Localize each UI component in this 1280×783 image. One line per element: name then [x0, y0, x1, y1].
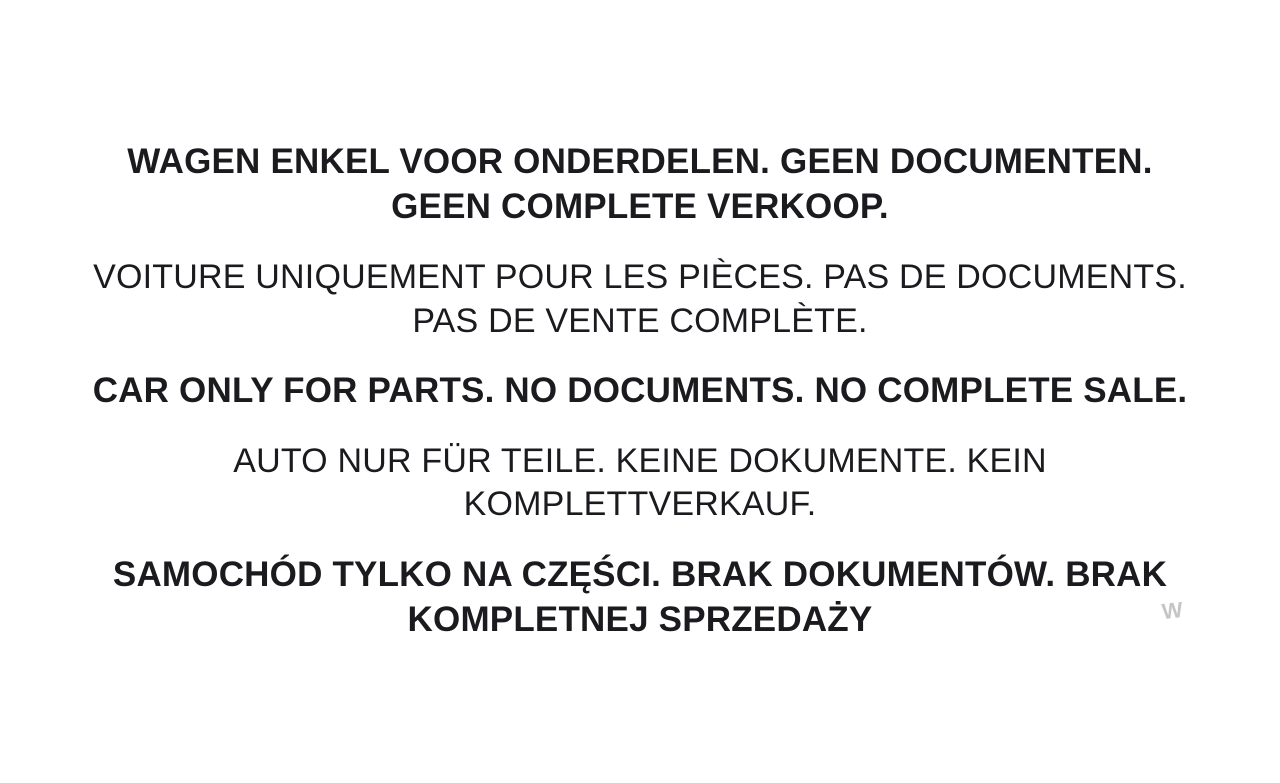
watermark-text: W: [1160, 596, 1186, 625]
notice-line-dutch: WAGEN ENKEL VOOR ONDERDELEN. GEEN DOCUMENTEN. GEEN COMPLETE VERKOOP.: [127, 142, 1153, 227]
notice-line-french: VOITURE UNIQUEMENT POUR LES PIÈCES. PAS DE DOCUMENTS. PAS DE VENTE COMPLÈTE.: [93, 258, 1187, 340]
notice-line-polish: SAMOCHÓD TYLKO NA CZĘŚCI. BRAK DOKUMENTÓW. BRAK KOMPLETNEJ SPRZEDAŻY: [112, 554, 1168, 639]
notice-line-german: AUTO NUR FÜR TEILE. KEINE DOKUMENTE. KEIN KOMPLETTVERKAUF.: [233, 441, 1047, 524]
notice-line-english: CAR ONLY FOR PARTS. NO DOCUMENTS. NO COMPLETE SALE.: [92, 371, 1188, 411]
